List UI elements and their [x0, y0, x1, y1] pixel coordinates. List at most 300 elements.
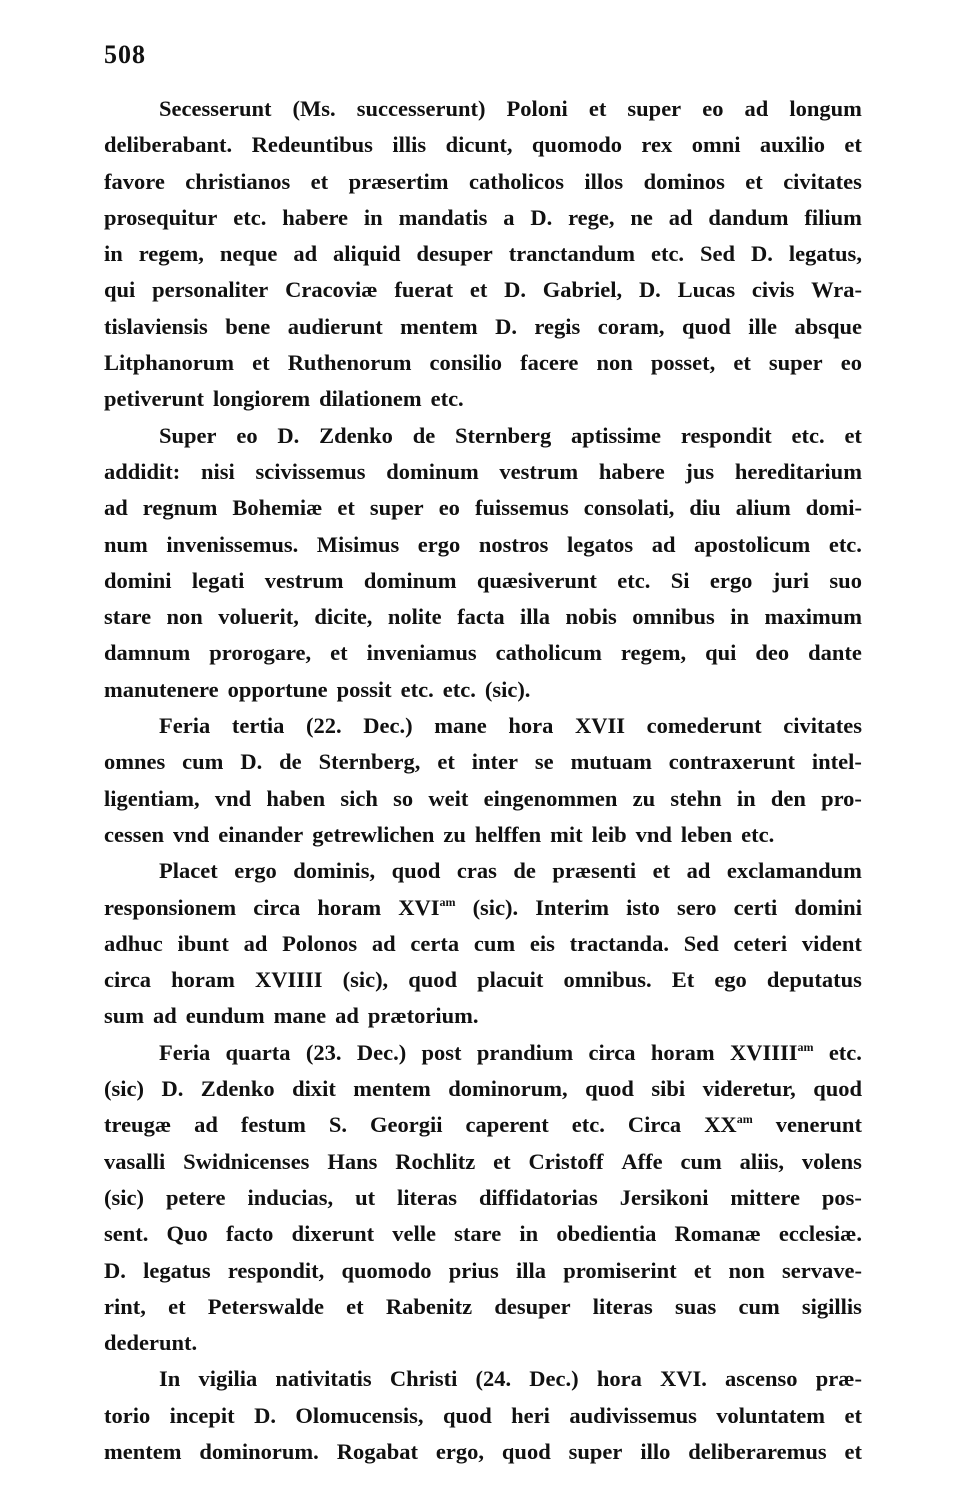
- word: Litphanorum: [104, 350, 235, 376]
- word: deliberabant.: [104, 132, 233, 158]
- text-line: [104, 1325, 862, 1361]
- word: obedientia: [556, 1221, 657, 1247]
- word: quod: [813, 1076, 862, 1102]
- word: Poloni: [506, 96, 568, 121]
- text-line: [104, 1361, 862, 1397]
- word: Circa: [627, 1112, 682, 1138]
- word: etc.: [571, 1112, 605, 1138]
- word: aptissime: [571, 422, 662, 448]
- word: Sed: [700, 241, 736, 267]
- word: apostolicum: [694, 531, 811, 557]
- word: responsionem: [104, 894, 237, 920]
- word: fuerat: [394, 277, 454, 303]
- word: de: [513, 858, 536, 884]
- word: Misimus: [316, 531, 400, 557]
- text-line: [104, 890, 862, 926]
- word: et: [733, 350, 751, 376]
- word: vestrum: [499, 458, 579, 484]
- word: Hans: [327, 1148, 378, 1174]
- word: quod: [585, 1076, 634, 1102]
- word: coram,: [597, 313, 665, 339]
- word: ne: [630, 204, 653, 230]
- word: num: [104, 531, 148, 557]
- word: sich: [340, 785, 378, 811]
- word: quomodo: [531, 132, 622, 158]
- word: deo: [755, 640, 790, 666]
- word: mentem: [400, 313, 478, 339]
- word: Swidnicenses: [183, 1148, 310, 1174]
- word: eis: [529, 930, 555, 956]
- word: de: [412, 422, 436, 448]
- text-line: [104, 853, 862, 889]
- word: ad: [651, 531, 676, 557]
- word: deputatus: [766, 967, 862, 993]
- word: diu: [689, 495, 721, 521]
- word: legati: [191, 567, 245, 593]
- word: Bohemiæ: [232, 495, 323, 521]
- word: Christi: [389, 1366, 458, 1392]
- word: ad: [744, 96, 769, 121]
- word: voluerit,: [218, 604, 299, 630]
- word: mentem: [353, 1076, 431, 1102]
- word: etc.: [828, 1039, 862, 1065]
- word: nisi: [200, 458, 235, 484]
- word: (sic).: [472, 894, 519, 920]
- word: circa: [588, 1039, 636, 1065]
- word: possit: [336, 676, 392, 702]
- word: et: [469, 277, 488, 303]
- word: Secesserunt: [159, 96, 272, 121]
- word: in: [363, 204, 383, 230]
- word: bene: [225, 313, 271, 339]
- word: et: [745, 168, 763, 194]
- word: regem,: [138, 241, 204, 267]
- word: D.: [277, 422, 300, 448]
- word: super: [627, 96, 682, 121]
- word: et: [437, 749, 455, 775]
- word: et: [652, 858, 671, 884]
- word: Peterswalde: [207, 1293, 324, 1319]
- word: (22.: [305, 713, 342, 739]
- word: consilio: [429, 350, 503, 376]
- word: (sic): [104, 1184, 144, 1210]
- word: non: [728, 1257, 765, 1283]
- word: Rabenitz: [385, 1293, 473, 1319]
- word: treugæ: [104, 1112, 172, 1138]
- word: (sic),: [342, 967, 389, 993]
- word: regem,: [620, 640, 687, 666]
- text-line: [104, 635, 862, 671]
- word: etc.: [430, 386, 464, 412]
- word: eo: [438, 495, 460, 521]
- word: audierunt: [287, 313, 383, 339]
- word: D.: [638, 277, 661, 303]
- word: Et: [671, 967, 695, 993]
- word: tertia: [231, 713, 285, 739]
- word: habere: [282, 204, 349, 230]
- word: velle: [392, 1221, 436, 1247]
- word: et: [844, 132, 862, 158]
- word: eundum: [185, 1003, 265, 1029]
- word: posset,: [650, 350, 716, 376]
- word: vnd: [214, 785, 252, 811]
- word: prius: [448, 1257, 499, 1283]
- word: nobis: [565, 604, 617, 630]
- word: Lucas: [677, 277, 736, 303]
- word: respondit,: [227, 1257, 325, 1283]
- text-line: [104, 708, 862, 744]
- word: Polonos: [282, 930, 358, 956]
- text-line: [104, 490, 862, 526]
- word: horam: [171, 967, 235, 993]
- word: D.: [495, 313, 517, 339]
- word: prætorium.: [367, 1003, 479, 1029]
- word: quod: [408, 967, 458, 993]
- word: stare: [454, 1221, 502, 1247]
- text-line: [104, 744, 862, 780]
- word: et: [346, 1293, 364, 1319]
- word: et: [310, 168, 329, 194]
- word: neque: [219, 241, 278, 267]
- word: Dec.): [363, 713, 413, 739]
- body-text: [104, 91, 862, 1470]
- word: auxilio: [759, 132, 825, 158]
- word: præ-: [815, 1366, 862, 1392]
- text-line: [104, 1035, 862, 1071]
- word: non: [166, 604, 203, 630]
- word: inveniamus: [366, 640, 477, 666]
- word: omni: [691, 132, 741, 158]
- word: dominum: [363, 567, 457, 593]
- word: venerunt: [775, 1112, 862, 1138]
- word: facta: [457, 604, 505, 630]
- word: ibunt: [177, 930, 229, 956]
- word: Olomucensis,: [295, 1402, 424, 1428]
- word: etc.: [233, 204, 267, 230]
- word: Redeuntibus: [251, 132, 373, 158]
- word: qui: [705, 640, 737, 666]
- word: regnum: [142, 495, 218, 521]
- word: dandum: [708, 204, 789, 230]
- word: a: [503, 204, 515, 230]
- word: pos-: [821, 1184, 862, 1210]
- word: quod: [391, 858, 441, 884]
- word: Dec.): [356, 1039, 407, 1065]
- word: exclamandum: [726, 858, 862, 884]
- word: et: [588, 96, 607, 121]
- word: zu: [632, 785, 656, 811]
- word: vnd: [173, 821, 210, 847]
- word: longum: [789, 96, 862, 121]
- word: (Ms.: [292, 96, 336, 121]
- word: ad: [371, 930, 396, 956]
- word: D.: [530, 204, 553, 230]
- word: dixerunt: [291, 1221, 375, 1247]
- word: diffidatorias: [478, 1184, 598, 1210]
- word: dicunt,: [445, 132, 513, 158]
- word: literas: [592, 1293, 653, 1319]
- word: petere: [165, 1184, 226, 1210]
- word: quarta: [225, 1039, 291, 1065]
- text-line: [104, 781, 862, 817]
- word: omnes: [104, 749, 166, 775]
- word: favore: [104, 168, 165, 194]
- word: legatus,: [788, 241, 862, 267]
- text-line: [104, 164, 862, 200]
- word: intel-: [811, 749, 862, 775]
- word: D.: [104, 1257, 126, 1283]
- word: horam: [317, 894, 382, 920]
- word: isto: [626, 894, 660, 920]
- word: audivissemus: [569, 1402, 697, 1428]
- word: mentem: [104, 1438, 182, 1464]
- word: Zdenko: [319, 422, 393, 448]
- word: literas: [397, 1184, 458, 1210]
- word: weit: [428, 785, 469, 811]
- word: de: [279, 749, 302, 775]
- word: facto: [225, 1221, 274, 1247]
- word: caperent: [465, 1112, 549, 1138]
- word: Sternberg,: [318, 749, 421, 775]
- word: so: [393, 785, 414, 811]
- word: non: [596, 350, 633, 376]
- word: pro-: [821, 785, 862, 811]
- word: quod: [682, 313, 731, 339]
- word: Affe: [621, 1148, 663, 1174]
- word: invenissemus.: [166, 531, 299, 557]
- word: etc.: [650, 241, 685, 267]
- word: Placet: [159, 858, 218, 884]
- word: festum: [240, 1112, 306, 1138]
- text-line: [104, 527, 862, 563]
- word: petiverunt: [104, 386, 204, 412]
- word: in: [730, 604, 750, 630]
- word: domi-: [805, 495, 862, 521]
- word: ad: [668, 204, 693, 230]
- word: super: [568, 1438, 623, 1464]
- word: etc.: [442, 676, 476, 702]
- word: horam: [650, 1039, 715, 1065]
- word: ad: [243, 930, 268, 956]
- word: Zdenko: [200, 1076, 275, 1102]
- word: mandatis: [398, 204, 488, 230]
- word: ut: [355, 1184, 376, 1210]
- word: helffen: [474, 821, 542, 847]
- word: christianos: [185, 168, 291, 194]
- word: domini: [104, 567, 172, 593]
- word: D.: [161, 1076, 184, 1102]
- word: regis: [534, 313, 581, 339]
- word: $XX^{am}$: [704, 1112, 753, 1138]
- word: personaliter: [152, 277, 269, 303]
- word: cum: [182, 749, 224, 775]
- word: tractanda.: [569, 930, 669, 956]
- word: Romanæ: [674, 1221, 761, 1247]
- word: Rogabat: [336, 1438, 418, 1464]
- word: et: [844, 1438, 862, 1464]
- word: ille: [748, 313, 777, 339]
- word: $XVIIII^{am}$: [729, 1039, 814, 1065]
- word: illo: [640, 1438, 671, 1464]
- word: super: [369, 495, 424, 521]
- word: den: [770, 785, 806, 811]
- word: deliberaremus: [688, 1438, 827, 1464]
- word: Quo: [166, 1221, 208, 1247]
- word: ergo: [417, 531, 461, 557]
- word: etc.: [791, 422, 825, 448]
- word: civis: [751, 277, 795, 303]
- word: dederunt.: [104, 1330, 198, 1356]
- text-line: [104, 91, 862, 127]
- word: XVII: [575, 713, 626, 739]
- word: mittere: [730, 1184, 800, 1210]
- word: rex: [641, 132, 673, 158]
- word: et: [844, 1402, 862, 1428]
- word: ad: [194, 1112, 218, 1138]
- text-line: [104, 127, 862, 163]
- word: catholicum: [495, 640, 602, 666]
- word: nativitatis: [275, 1366, 372, 1392]
- word: illos: [584, 168, 624, 194]
- text-line: [104, 1216, 862, 1252]
- text-line: [104, 236, 862, 272]
- word: videretur,: [702, 1076, 796, 1102]
- word: et: [168, 1293, 186, 1319]
- word: cras: [456, 858, 497, 884]
- word: eingenommen: [483, 785, 618, 811]
- word: torio: [104, 1402, 151, 1428]
- word: et: [493, 1148, 511, 1174]
- word: catholicos: [468, 168, 564, 194]
- word: Ruthenorum: [287, 350, 412, 376]
- word: ergo: [709, 567, 753, 593]
- word: servave-: [782, 1257, 862, 1283]
- word: tislaviensis: [104, 313, 208, 339]
- text-line: [104, 563, 862, 599]
- word: legatus: [143, 1257, 211, 1283]
- word: et: [337, 495, 355, 521]
- word: cum: [680, 1148, 722, 1174]
- word: inducias,: [247, 1184, 334, 1210]
- word: D.: [504, 277, 526, 303]
- word: dicite,: [314, 604, 373, 630]
- word: Cracoviæ: [285, 277, 378, 303]
- word: etc.: [828, 531, 862, 557]
- word: Super: [159, 422, 217, 448]
- text-line: [104, 1180, 862, 1216]
- word: Wra-: [811, 277, 862, 303]
- word: stehn: [670, 785, 722, 811]
- text-line: [104, 1289, 862, 1325]
- word: promiserint: [563, 1257, 677, 1283]
- word: cum: [473, 930, 516, 956]
- word: sero: [676, 894, 717, 920]
- word: zu: [443, 821, 466, 847]
- word: leben: [680, 821, 733, 847]
- word: heri: [511, 1402, 550, 1428]
- word: ad: [104, 495, 128, 521]
- word: rint,: [104, 1293, 146, 1319]
- word: absque: [794, 313, 862, 339]
- word: se: [534, 749, 554, 775]
- word: voluntatem: [716, 1402, 826, 1428]
- text-line: [104, 381, 862, 417]
- word: omnibus.: [563, 967, 652, 993]
- word: Feria: [159, 1039, 211, 1065]
- word: et: [330, 640, 348, 666]
- word: haben: [266, 785, 326, 811]
- page-number: 508: [104, 40, 146, 69]
- word: placuit: [477, 967, 544, 993]
- word: legatos: [566, 531, 634, 557]
- word: (sic): [104, 1076, 144, 1102]
- word: ceteri: [733, 930, 788, 956]
- word: getrewlichen: [312, 821, 435, 847]
- word: etc.: [741, 821, 775, 847]
- word: post: [421, 1039, 462, 1065]
- word: circa: [104, 967, 152, 993]
- word: Jersikoni: [619, 1184, 709, 1210]
- word: manutenere: [104, 676, 219, 702]
- word: adhuc: [104, 930, 163, 956]
- word: ad: [335, 1003, 359, 1029]
- word: XVIIII: [254, 967, 323, 993]
- text-line: [104, 1253, 862, 1289]
- word: et: [844, 422, 862, 448]
- text-line: [104, 998, 862, 1034]
- word: ad: [293, 241, 318, 267]
- word: volens: [801, 1148, 862, 1174]
- text-line: [104, 962, 862, 998]
- word: vigilia: [198, 1366, 258, 1392]
- word: vident: [801, 930, 862, 956]
- word: prorogare,: [209, 640, 312, 666]
- word: Dec.): [529, 1366, 579, 1392]
- word: vestrum: [264, 567, 344, 593]
- word: in: [519, 1221, 539, 1247]
- word: domini: [794, 894, 862, 920]
- word: hora: [508, 713, 554, 739]
- word: Gabriel,: [542, 277, 623, 303]
- word: stare: [104, 604, 152, 630]
- word: fuissemus: [474, 495, 569, 521]
- word: qui: [104, 277, 136, 303]
- word: super: [768, 350, 823, 376]
- word: prandium: [476, 1039, 574, 1065]
- word: alium: [735, 495, 791, 521]
- text-line: [104, 1071, 862, 1107]
- word: ad: [153, 1003, 177, 1029]
- word: suo: [829, 567, 862, 593]
- word: ergo,: [435, 1438, 484, 1464]
- word: aliis,: [739, 1148, 785, 1174]
- word: leib: [591, 821, 627, 847]
- word: comederunt: [646, 713, 762, 739]
- word: quod: [442, 1402, 492, 1428]
- word: ligentiam,: [104, 785, 200, 811]
- word: facere: [520, 350, 579, 376]
- word: eo: [236, 422, 258, 448]
- word: dante: [808, 640, 862, 666]
- word: Sed: [683, 930, 719, 956]
- word: sibi: [651, 1076, 686, 1102]
- word: præsenti: [552, 858, 637, 884]
- word: Sternberg: [455, 422, 552, 448]
- word: illa: [520, 604, 551, 630]
- word: XVI.: [659, 1366, 707, 1392]
- text-line: [104, 309, 862, 345]
- word: cessen: [104, 821, 164, 847]
